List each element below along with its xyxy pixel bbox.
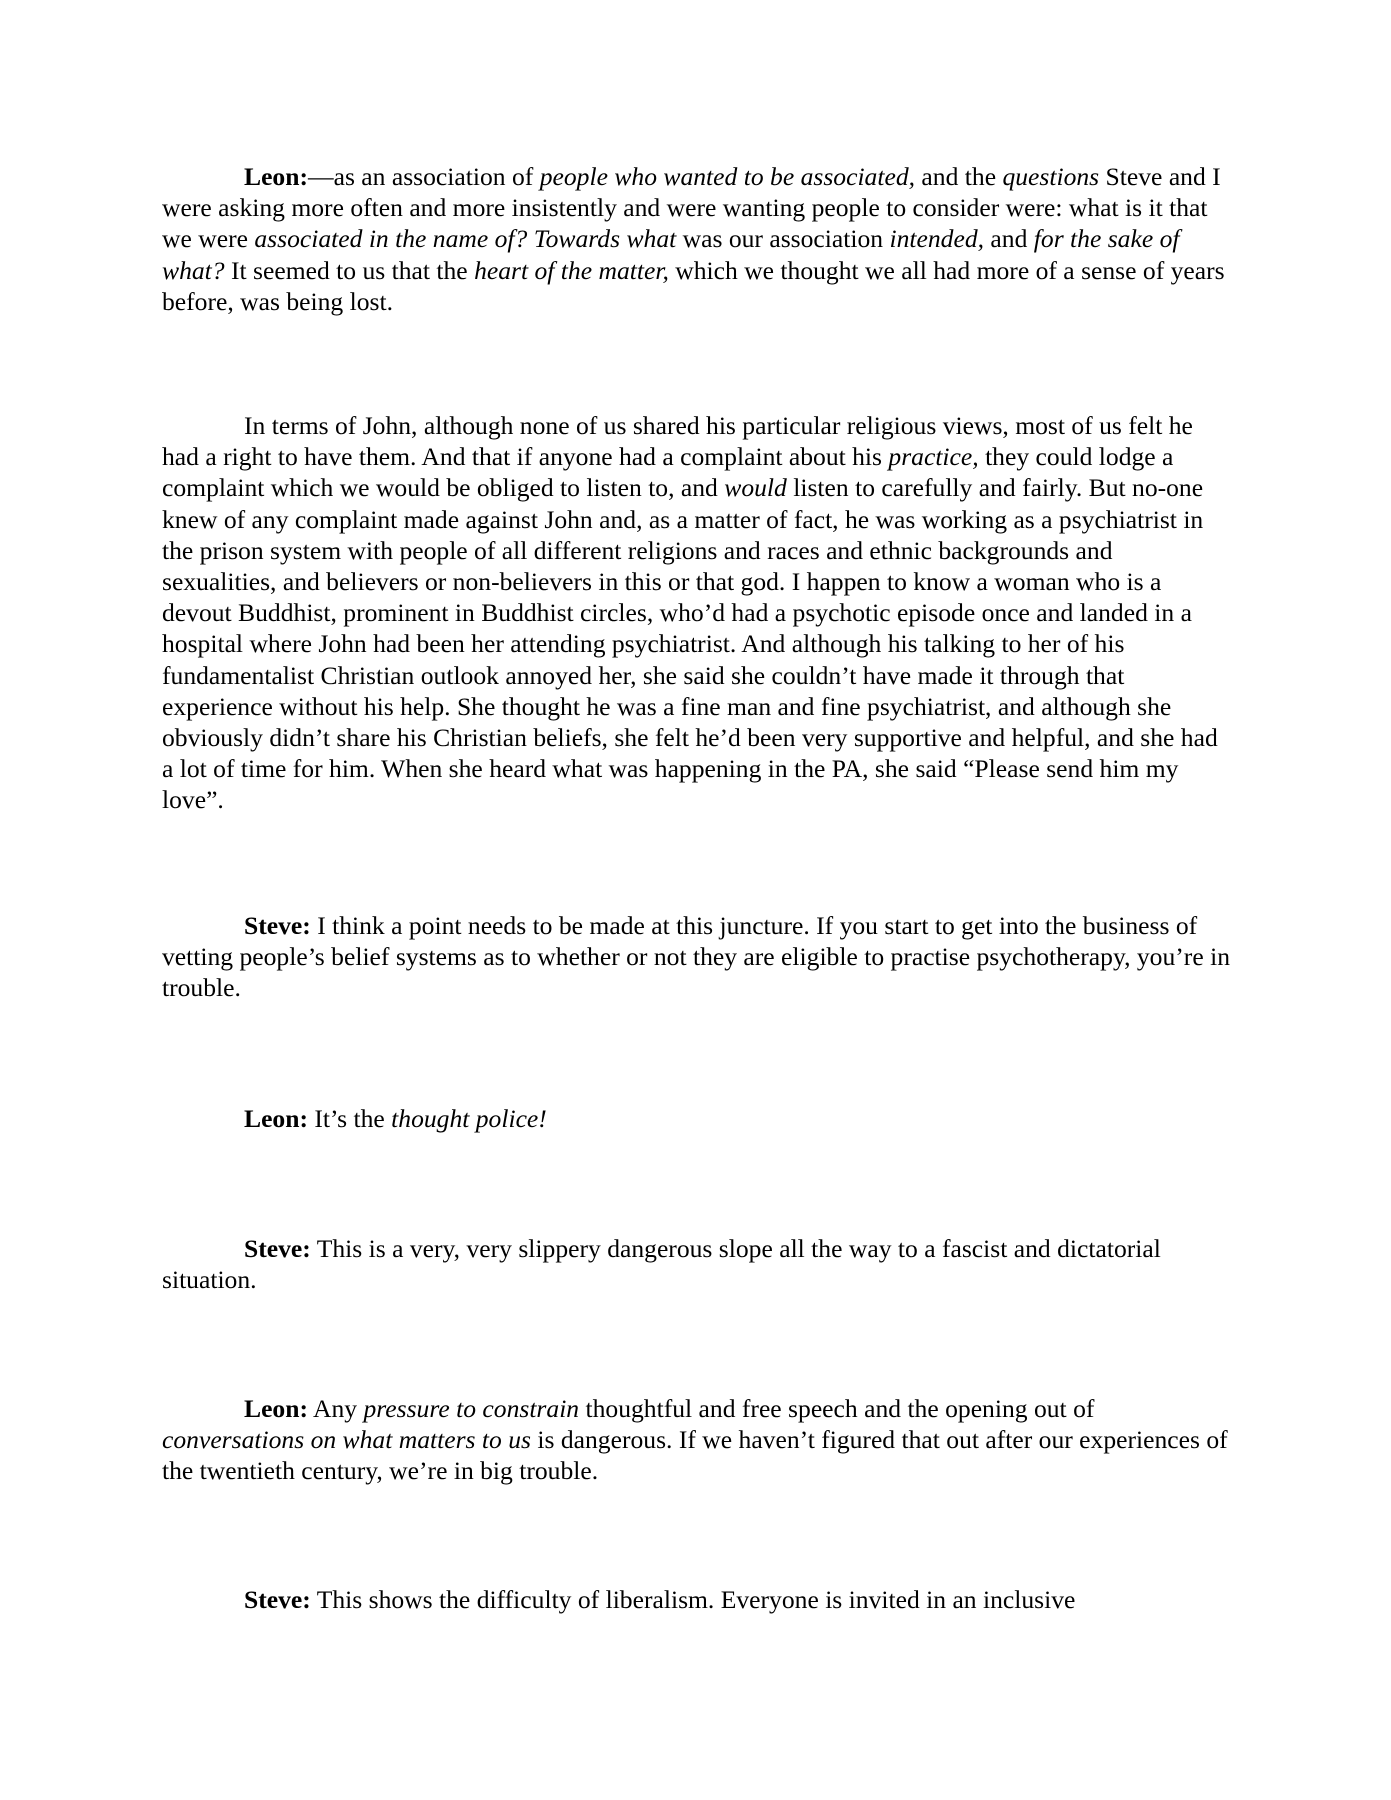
emphasis-text: questions: [1002, 162, 1100, 191]
paragraph-leon-1: [162, 161, 1232, 317]
body-text: It seemed to us that the: [224, 255, 475, 285]
body-text: I think a point needs to be made at this juncture. If you start to get into the business of vetting people’s belief systems as to whether or not they are eligible to practise psychotherapy, you’re in trouble.: [162, 911, 1230, 1003]
paragraph-steve-2: [162, 1233, 1232, 1295]
speaker-label: Steve:: [244, 1234, 311, 1263]
speaker-label: Leon:: [244, 1394, 308, 1423]
body-text: Any: [307, 1394, 364, 1423]
paragraph-steve-1: [162, 910, 1232, 1004]
body-text: was our association: [676, 224, 890, 254]
emphasis-text: for the sake of what?: [162, 224, 1180, 285]
emphasis-text: people who wanted to be associated,: [539, 162, 916, 191]
emphasis-text: conversations on what matters to us: [162, 1425, 531, 1455]
body-text: In terms of John, although none of us shared his particular religious views, most of us felt he had a right to have them. And that if anyone had a complaint about his: [162, 411, 1193, 472]
body-text: listen to carefully and fairly. But no-one knew of any complaint made against John and, as a matter of fact, he was working as a psychiatrist in the prison system with people of all different religions and races and ethnic backgrounds and sexualities, and believers or non-believers in this or that god. I happen to know a woman who is a devout Buddhist, prominent in Buddhist circles, who’d had a psychotic episode once and landed in a hospital where John had been her attending psychiatrist. And although his talking to her of his fundamentalist Christian outlook annoyed her, she said she couldn’t have made it through that experience without his help. She thought he was a fine man and fine psychiatrist, and although she obviously didn’t share his Christian beliefs, she felt he’d been very supportive and helpful, and she had a lot of time for him. When she heard what was happening in the PA, she said “Please send him my love”.: [162, 473, 1218, 815]
emphasis-text: associated in the name of? Towards what: [254, 224, 677, 254]
paragraph-john-account: [162, 410, 1232, 816]
body-text: which we thought we all had more of a sense of years before, was being lost.: [162, 255, 1225, 316]
body-text: It’s the: [307, 1104, 392, 1133]
body-text: This shows the difficulty of liberalism. Everyone is invited in an inclusive: [310, 1585, 1076, 1614]
emphasis-text: intended,: [889, 224, 985, 254]
body-text: and: [984, 224, 1034, 254]
body-text: is dangerous. If we haven’t figured that out after our experiences of the twentieth century, we’re in big trouble.: [162, 1425, 1228, 1486]
paragraph-leon-3: [162, 1393, 1232, 1487]
emphasis-text: pressure to constrain: [363, 1394, 580, 1423]
emphasis-text: heart of the matter,: [474, 255, 669, 285]
body-text: and the: [915, 162, 1003, 191]
paragraph-leon-2: [162, 1103, 1232, 1134]
emphasis-text: thought police!: [391, 1104, 547, 1133]
body-text: —as an association of: [307, 162, 540, 191]
emphasis-text: would: [724, 473, 787, 503]
speaker-label: Steve:: [244, 911, 311, 940]
body-text: Steve and I were asking more often and more insistently and were wanting people to consider were: what is it that we were: [162, 162, 1221, 254]
body-text: they could lodge a complaint which we would be obliged to listen to, and: [162, 442, 1174, 503]
speaker-label: Steve:: [244, 1585, 311, 1614]
emphasis-text: practice,: [888, 442, 979, 472]
speaker-label: Leon:: [244, 162, 308, 191]
body-text: thoughtful and free speech and the opening out of: [579, 1394, 1095, 1423]
speaker-label: Leon:: [244, 1104, 308, 1133]
paragraph-steve-3: [162, 1584, 1232, 1615]
body-text: This is a very, very slippery dangerous slope all the way to a fascist and dictatorial situation.: [162, 1234, 1161, 1295]
